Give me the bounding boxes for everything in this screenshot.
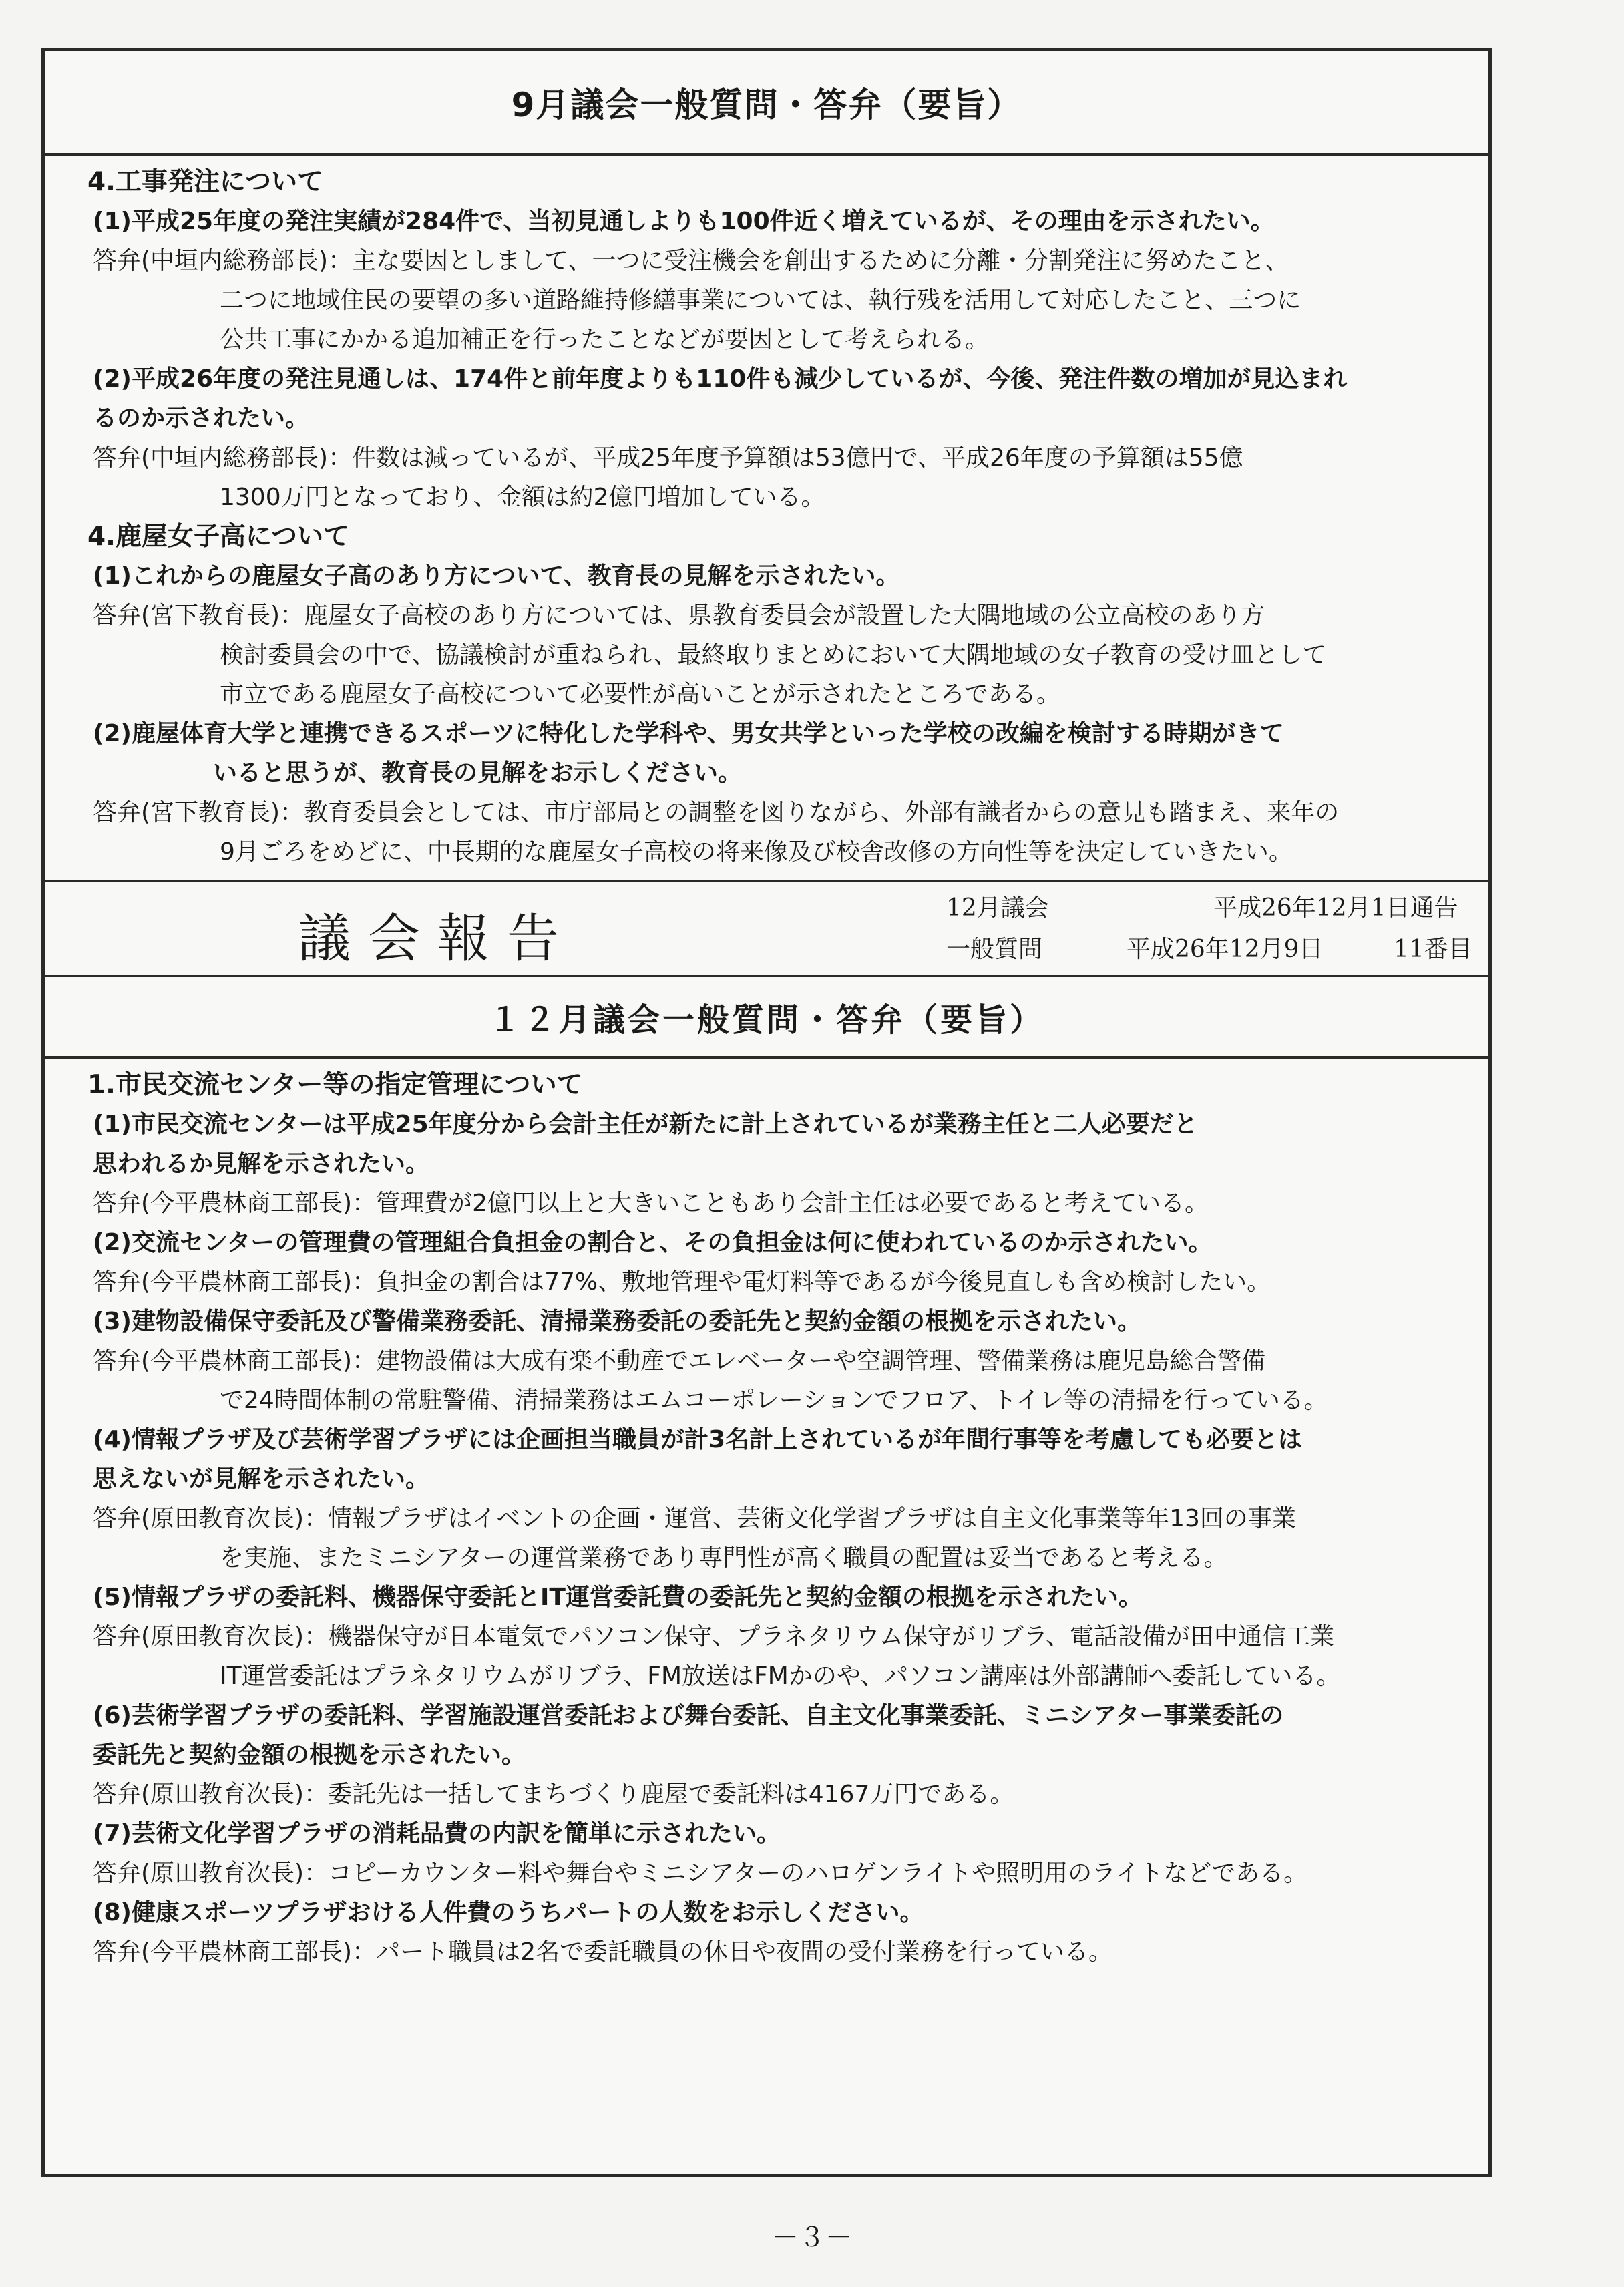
council-report-banner <box>45 880 1488 977</box>
answer-line: 検討委員会の中で、協議検討が重ねられ、最終取りまとめにおいて大隅地域の女子教育の受け皿として <box>220 641 1327 669</box>
answer-line: を実施、またミニシアターの運営業務であり専門性が高く職員の配置は妥当であると考える。 <box>220 1544 1228 1572</box>
question-line: (1)市民交流センターは平成25年度分から会計主任が新たに計上されているが業務主任と二人必要だと <box>93 1111 1198 1138</box>
question-line: (2)平成26年度の発注見通しは、174件と前年度よりも110件も減少しているが、今後、発注件数の増加が見込まれ <box>93 365 1348 393</box>
question-line: (3)建物設備保守委託及び警備業務委託、清掃業務委託の委託先と契約金額の根拠を示されたい。 <box>93 1308 1141 1335</box>
page-number: －３－ <box>772 2222 852 2253</box>
question-line: (1)これからの鹿屋女子高のあり方について、教育長の見解を示されたい。 <box>93 562 900 590</box>
question-type-label: 一般質問 <box>946 936 1043 963</box>
answer-line: 二つに地域住民の要望の多い道路維持修繕事業については、執行残を活用して対応したこと、三つに <box>220 287 1301 314</box>
question-line: 思えないが見解を示されたい。 <box>93 1465 430 1493</box>
september-qa-section <box>45 156 1488 872</box>
question-line: るのか示されたい。 <box>93 405 310 432</box>
speaking-order: 11番目 <box>1394 936 1472 963</box>
september-section-header: 9月議会一般質問・答弁（要旨） <box>45 51 1488 156</box>
answer-line: 答弁(今平農林商工部長)：パート職員は2名で委託職員の休日や夜間の受付業務を行っている。 <box>93 1938 1112 1966</box>
answer-line: 答弁(原田教育次長)：情報プラザはイベントの企画・運営、芸術文化学習プラザは自主文化事業等年13回の事業 <box>93 1505 1296 1532</box>
session-label: 12月議会 <box>946 894 1049 922</box>
topic-heading: 1.市民交流センター等の指定管理について <box>87 1070 583 1100</box>
answer-line: 答弁(原田教育次長)：委託先は一括してまちづくり鹿屋で委託料は4167万円である。 <box>93 1781 1014 1808</box>
report-title: 議会報告 <box>298 909 577 969</box>
question-date: 平成26年12月9日 <box>1127 936 1324 963</box>
question-line: (7)芸術文化学習プラザの消耗品費の内訳を簡単に示されたい。 <box>93 1820 781 1848</box>
answer-line: 答弁(原田教育次長)：機器保守が日本電気でパソコン保守、プラネタリウム保守がリブラ、電話設備が田中通信工業 <box>93 1623 1335 1650</box>
question-line: (5)情報プラザの委託料、機器保守委託とIT運営委託費の委託先と契約金額の根拠を示されたい。 <box>93 1584 1143 1611</box>
answer-line: 答弁(宮下教育長)：鹿屋女子高校のあり方については、県教育委員会が設置した大隅地域の公立高校のあり方 <box>93 602 1265 629</box>
page-frame <box>41 48 1492 2177</box>
question-line: (2)鹿屋体育大学と連携できるスポーツに特化した学科や、男女共学といった学校の改編を検討する時期がきて <box>93 720 1284 747</box>
answer-line: で24時間体制の常駐警備、清掃業務はエムコーポレーションでフロア、トイレ等の清掃を行っている。 <box>220 1387 1328 1414</box>
answer-line: 1300万円となっており、金額は約2億円増加している。 <box>220 484 825 511</box>
session-date: 平成26年12月1日通告 <box>1213 894 1458 922</box>
answer-line: 答弁(中垣内総務部長)：主な要因としまして、一つに受注機会を創出するために分離・分割発注に努めたこと、 <box>93 247 1289 275</box>
question-line: (4)情報プラザ及び芸術学習プラザには企画担当職員が計3名計上されているが年間行事等を考慮しても必要とは <box>93 1426 1303 1453</box>
answer-line: 答弁(今平農林商工部長)：建物設備は大成有楽不動産でエレベーターや空調管理、警備業務は鹿児島総合警備 <box>93 1347 1266 1375</box>
question-line: いると思うが、教育長の見解をお示しください。 <box>213 759 743 787</box>
question-line: (8)健康スポーツプラザおける人件費のうちパートの人数をお示しください。 <box>93 1899 924 1926</box>
answer-line: 市立である鹿屋女子高校について必要性が高いことが示されたところである。 <box>220 681 1060 708</box>
answer-line: 答弁(中垣内総務部長)：件数は減っているが、平成25年度予算額は53億円で、平成26年度の予算額は55億 <box>93 444 1243 472</box>
answer-line: 公共工事にかかる追加補正を行ったことなどが要因として考えられる。 <box>220 326 990 353</box>
answer-line: 答弁(宮下教育長)：教育委員会としては、市庁部局との調整を図りながら、外部有識者からの意見も踏まえ、来年の <box>93 799 1340 826</box>
answer-line: 答弁(今平農林商工部長)：管理費が2億円以上と大きいこともあり会計主任は必要であると考えている。 <box>93 1190 1209 1217</box>
answer-line: 答弁(原田教育次長)：コピーカウンター料や舞台やミニシアターのハロゲンライトや照明用のライトなどである。 <box>93 1860 1308 1887</box>
topic-heading: 4.工事発注について <box>87 167 324 197</box>
december-qa-section <box>45 1059 1488 1972</box>
answer-line: 答弁(今平農林商工部長)：負担金の割合は77%、敷地管理や電灯料等であるが今後見直しも含め検討したい。 <box>93 1268 1271 1296</box>
question-line: 委託先と契約金額の根拠を示されたい。 <box>93 1741 526 1769</box>
question-line: 思われるか見解を示されたい。 <box>93 1150 430 1178</box>
question-line: (1)平成25年度の発注実績が284件で、当初見通しよりも100件近く増えているが、その理由を示されたい。 <box>93 208 1275 235</box>
topic-heading: 4.鹿屋女子高について <box>87 522 350 552</box>
question-line: (6)芸術学習プラザの委託料、学習施設運営委託および舞台委託、自主文化事業委託、ミニシアター事業委託の <box>93 1702 1284 1729</box>
answer-line: 9月ごろをめどに、中長期的な鹿屋女子高校の将来像及び校舎改修の方向性等を決定していきたい。 <box>220 838 1293 866</box>
december-section-header: １２月議会一般質問・答弁（要旨） <box>45 977 1488 1059</box>
answer-line: IT運営委託はプラネタリウムがリブラ、FM放送はFMかのや、パソコン講座は外部講師へ委託している。 <box>220 1662 1341 1690</box>
question-line: (2)交流センターの管理費の管理組合負担金の割合と、その負担金は何に使われているのか示されたい。 <box>93 1229 1213 1256</box>
